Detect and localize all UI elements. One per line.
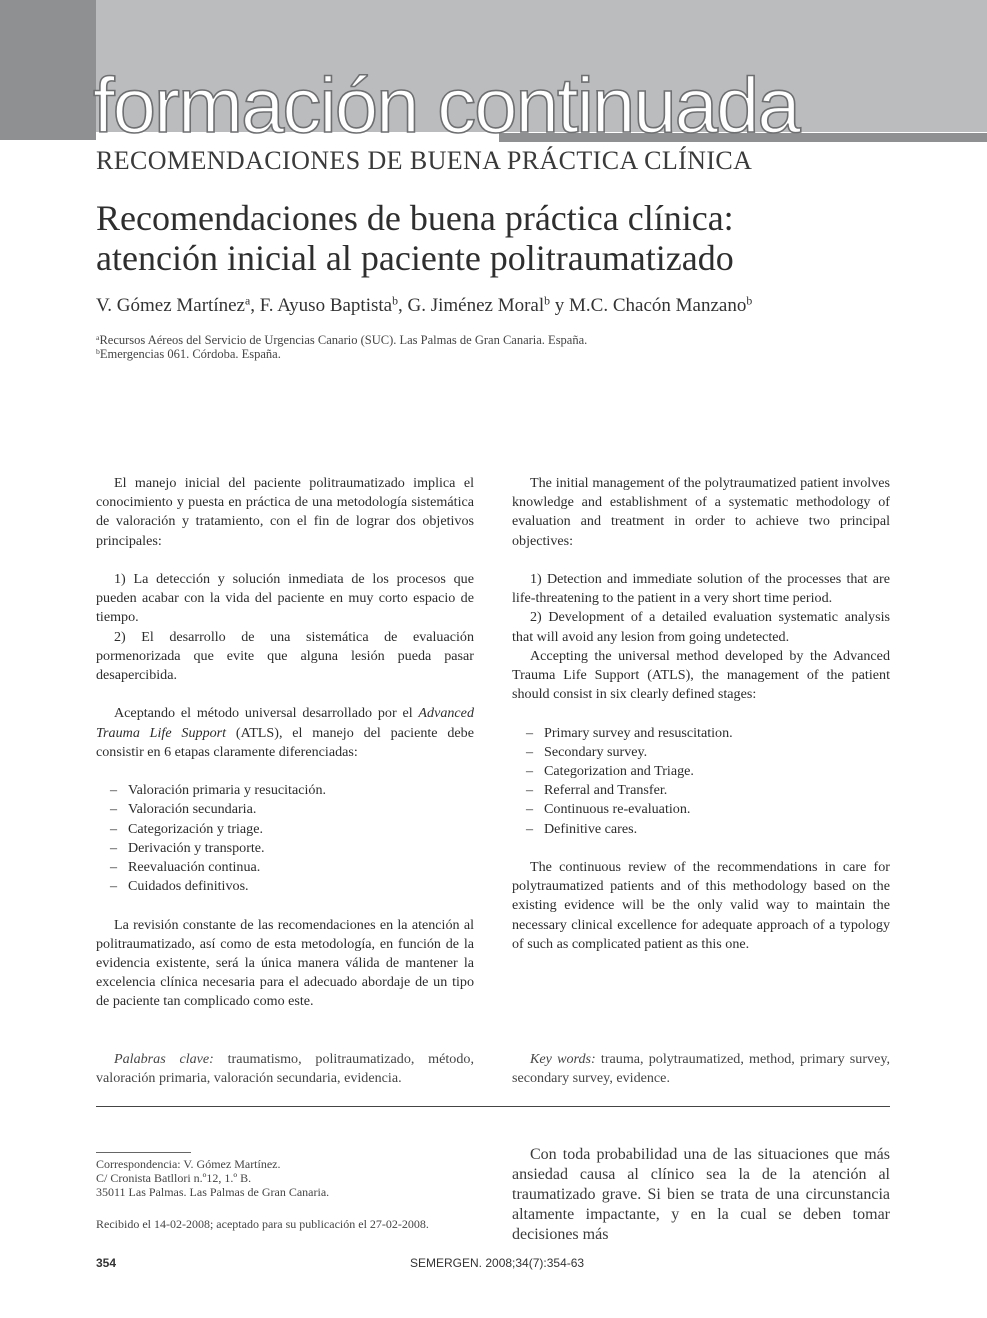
footnotes (96, 1157, 486, 1231)
stage-item: – Valoración secundaria. (110, 800, 474, 819)
author-separator: y (550, 295, 570, 316)
banner-word-1: formación (93, 61, 418, 149)
abstract-paragraph: Aceptando el método universal desarrollado por el Advanced Trauma Life Support (ATLS), el manejo del paciente debe consistir en 6 etapas claramente diferenciadas: (96, 705, 474, 760)
author-name: V. Gómez Martínez (96, 295, 245, 316)
section-label: RECOMENDACIONES DE BUENA PRÁCTICA CLÍNICA (96, 146, 753, 175)
keywords-text: traumatismo, politraumatizado, método, valoración primaria, valoración secundaria, evidencia. (96, 1051, 474, 1087)
title-line-2: atención inicial al paciente politraumatizado (96, 238, 734, 278)
page-number: 354 (96, 1256, 117, 1270)
author-name: G. Jiménez Moral (407, 295, 545, 316)
stage-item: – Cuidados definitivos. (110, 877, 474, 896)
body-text (512, 1145, 890, 1243)
abstract-objective-1: 1) La detección y solución inmediata de los procesos que pueden acabar con la vida del paciente en muy corto espacio de tiempo. (96, 571, 474, 626)
stage-item: – Categorization and Triage. (526, 762, 890, 781)
stage-item: – Referral and Transfer. (526, 781, 890, 800)
author-name: F. Ayuso Baptista (259, 295, 393, 316)
stage-item: – Derivación y transporte. (110, 839, 474, 858)
header-dark-block (0, 0, 96, 140)
abstract-spanish (96, 474, 474, 1012)
keywords-english (512, 1050, 890, 1088)
affiliation-line (96, 333, 587, 347)
abstract-paragraph: Accepting the universal method developed by the Advanced Trauma Life Support (ATLS), the management of the patient should consist in six clearly defined stages: (512, 647, 890, 703)
banner-word-2: continuada (437, 61, 799, 149)
author-list (96, 294, 752, 318)
article-title (96, 198, 946, 278)
received-date: Recibido el 14-02-2008; aceptado para su publicación el 27-02-2008. (96, 1217, 429, 1231)
address-line-2: 35011 Las Palmas. Las Palmas de Gran Canaria. (96, 1185, 330, 1199)
stage-item: – Categorización y triage. (110, 820, 474, 839)
stage-item: – Continuous re-evaluation. (526, 800, 890, 819)
abstract-paragraph: The continuous review of the recommendations in care for polytraumatized patients and of this methodology based on the existing evidence will be the only valid way to maintain the necessary clinical excellence for adequate approach of a typology of such as complicated patient as this one. (512, 859, 890, 952)
keywords-text: trauma, polytraumatized, method, primary survey, secondary survey, evidence. (512, 1051, 890, 1087)
abstract-paragraph: El manejo inicial del paciente politraumatizado implica el conocimiento y puesta en práctica de una metodología sistemática de valoración y tratamiento, con el fin de lograr dos objetivos principales: (96, 475, 474, 549)
author-separator: , (397, 295, 408, 316)
affiliation-mark: a (96, 332, 100, 342)
abstract-paragraph: La revisión constante de las recomendaciones en la atención al politraumatizado, así como de esta metodología, en función de la evidencia existente, será la única manera válida de mantener la excelencia clínica necesaria para el adecuado abordaje de un tipo de paciente tan complicado como este. (96, 916, 474, 1010)
keywords-spanish (96, 1050, 474, 1088)
abstract-divider (96, 1106, 890, 1107)
author-affiliation-mark: b (544, 294, 551, 308)
affiliations (96, 333, 587, 361)
stage-item: – Secondary survey. (526, 743, 890, 762)
affiliation-text: Emergencias 061. Córdoba. España. (99, 347, 281, 361)
title-line-1: Recomendaciones de buena práctica clínica: (96, 198, 734, 238)
abstract-english (512, 474, 890, 954)
abstract-objective-2: 2) El desarrollo de una sistemática de evaluación pormenorizada que evite que alguna lesión pueda pasar desapercibida. (96, 628, 474, 684)
body-paragraph: Con toda probabilidad una de las situaciones que más ansiedad causa al clínico sea la de la atención al traumatizado grave. Si bien se trata de una circunstancia altamente impactante, y en la cual se deben tomar decisiones más (512, 1146, 890, 1243)
address-line-1: C/ Cronista Batllori n.º12, 1.º B. (96, 1171, 252, 1185)
stage-item: – Valoración primaria y resucitación. (110, 781, 474, 800)
abstract-objective-1: 1) Detection and immediate solution of the processes that are life-threatening to the patient in a very short time period. (512, 571, 890, 607)
section-banner (93, 60, 799, 150)
author-affiliation-mark: a (244, 294, 251, 308)
abstract-paragraph: The initial management of the polytraumatized patient involves knowledge and establishment of a systematic methodology of evaluation and treatment in order to achieve two principal objectives: (512, 475, 890, 549)
author-affiliation-mark: b (746, 294, 753, 308)
stage-list (96, 781, 474, 896)
abstract-objective-2: 2) Development of a detailed evaluation systematic analysis that will avoid any lesion from going undetected. (512, 609, 890, 645)
stage-item: – Reevaluación continua. (110, 858, 474, 877)
stage-item: – Definitive cares. (526, 820, 890, 839)
author-affiliation-mark: b (392, 294, 398, 308)
keywords-label: Palabras clave: (114, 1051, 214, 1067)
affiliation-line (96, 347, 587, 361)
keywords-label: Key words: (530, 1051, 596, 1067)
journal-citation: SEMERGEN. 2008;34(7):354-63 (410, 1256, 585, 1270)
stage-list (512, 724, 890, 839)
footnote-rule (96, 1152, 191, 1153)
author-separator: , (250, 295, 260, 316)
stage-item: – Primary survey and resuscitation. (526, 724, 890, 743)
correspondence: Correspondencia: V. Gómez Martínez. (96, 1157, 281, 1171)
author-name: M.C. Chacón Manzano (569, 295, 747, 316)
affiliation-mark: b (96, 346, 100, 356)
affiliation-text: Recursos Aéreos del Servicio de Urgencias Canario (SUC). Las Palmas de Gran Canaria. España. (99, 333, 588, 347)
